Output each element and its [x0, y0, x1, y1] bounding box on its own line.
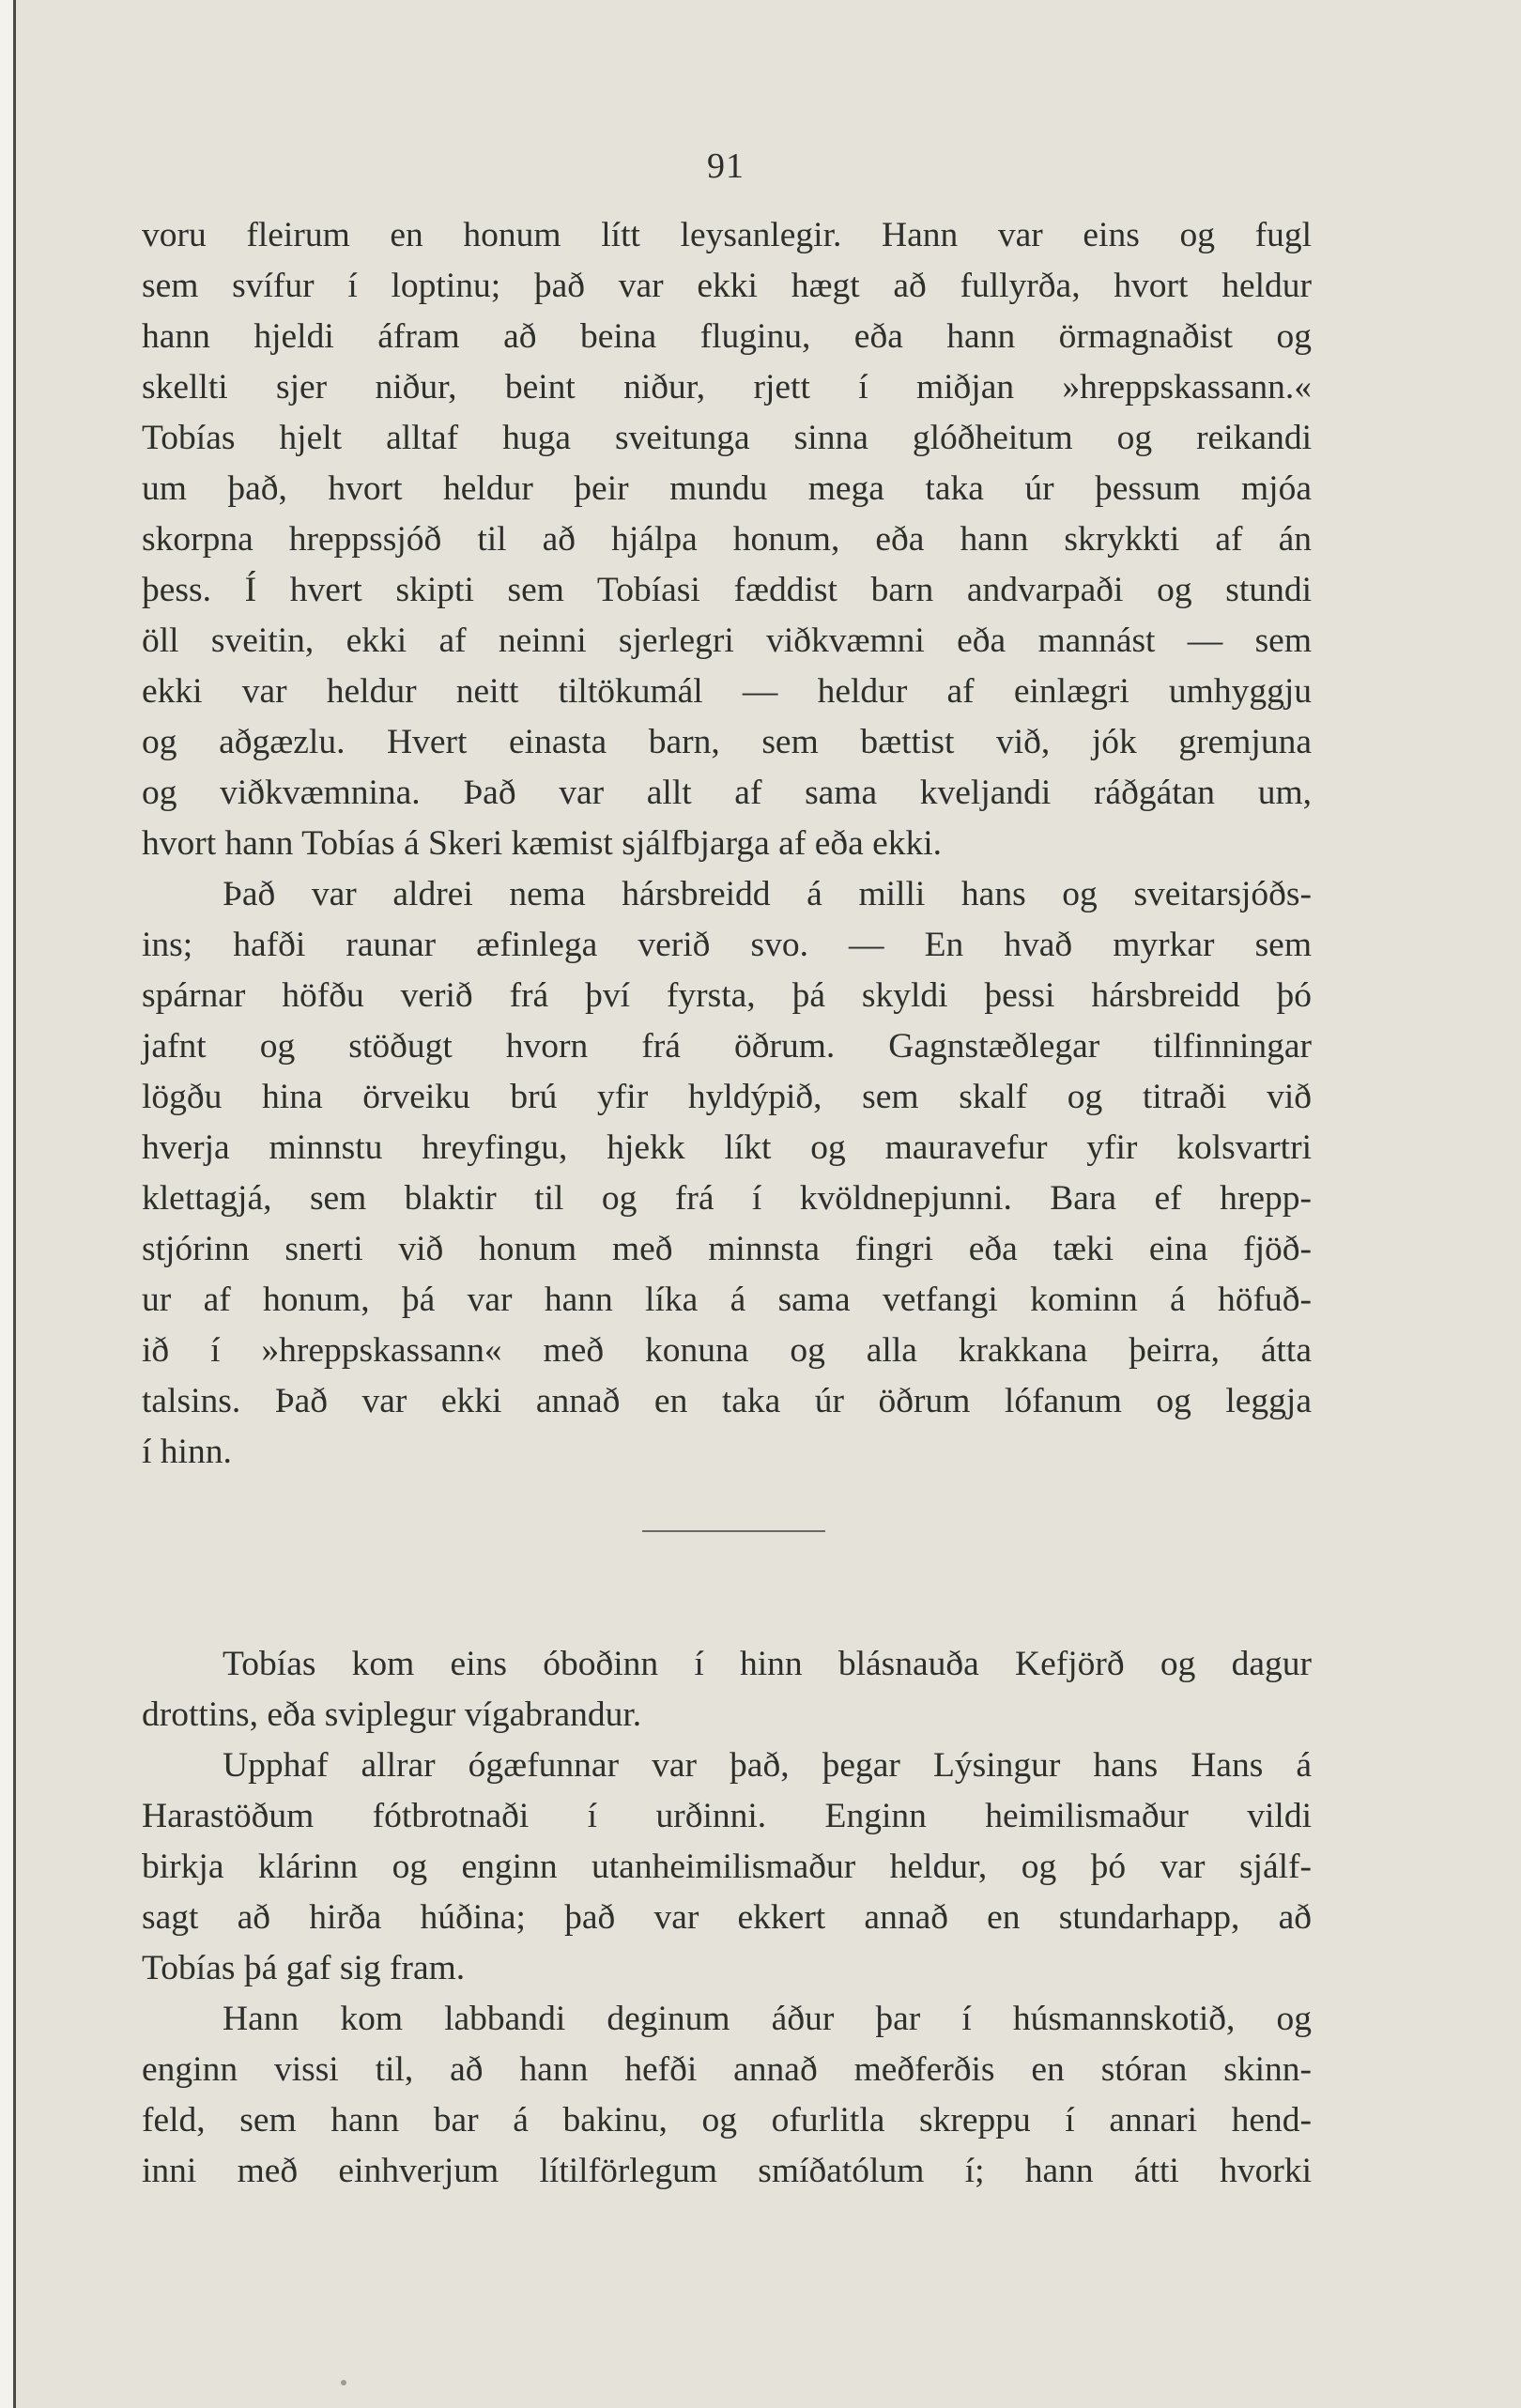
text-line: Upphaf allrar ógæfunnar var það, þegar Lýsingur hans Hans á — [223, 1746, 1312, 1785]
text-line: talsins. Það var ekki annað en taka úr öðrum lófanum og leggja — [142, 1382, 1312, 1420]
text-line: í hinn. — [142, 1433, 232, 1471]
section-divider — [642, 1530, 825, 1532]
text-line: Tobías hjelt alltaf huga sveitunga sinna glóðheitum og reikandi — [142, 419, 1312, 457]
text-line: Tobías þá gaf sig fram. — [142, 1949, 466, 1987]
text-line: þess. Í hvert skipti sem Tobíasi fæddist barn andvarpaði og stundi — [142, 571, 1312, 609]
text-line: ur af honum, þá var hann líka á sama vetfangi kominn á höfuð- — [142, 1281, 1312, 1319]
text-line: hann hjeldi áfram að beina fluginu, eða hann örmagnaðist og — [142, 317, 1312, 356]
text-line: hverja minnstu hreyfingu, hjekk líkt og mauravefur yfir kolsvartri — [142, 1128, 1312, 1167]
text-line: ins; hafði raunar æfinlega verið svo. — En hvað myrkar sem — [142, 926, 1312, 964]
book-page — [16, 0, 1521, 2408]
text-line: voru fleirum en honum lítt leysanlegir. Hann var eins og fugl — [142, 216, 1312, 254]
text-line: Hann kom labbandi deginum áður þar í húsmannskotið, og — [223, 2000, 1312, 2038]
page-left-margin — [0, 0, 13, 2408]
paper-speck — [341, 2380, 346, 2385]
text-line: Tobías kom eins óboðinn í hinn blásnauða Kefjörð og dagur — [223, 1645, 1312, 1683]
text-line: klettagjá, sem blaktir til og frá í kvöldnepjunni. Bara ef hrepp- — [142, 1179, 1312, 1218]
text-line: sem svífur í loptinu; það var ekki hægt að fullyrða, hvort heldur — [142, 267, 1312, 305]
text-line: spárnar höfðu verið frá því fyrsta, þá skyldi þessi hársbreidd þó — [142, 976, 1312, 1015]
text-line: drottins, eða sviplegur vígabrandur. — [142, 1695, 642, 1734]
text-line: hvort hann Tobías á Skeri kæmist sjálfbjarga af eða ekki. — [142, 824, 943, 863]
text-line: skorpna hreppssjóð til að hjálpa honum, eða hann skrykkti af án — [142, 520, 1312, 559]
text-line: ekki var heldur neitt tiltökumál — heldur af einlægri umhyggju — [142, 672, 1312, 711]
text-line: jafnt og stöðugt hvorn frá öðrum. Gagnstæðlegar tilfinningar — [142, 1027, 1312, 1066]
text-line: og aðgæzlu. Hvert einasta barn, sem bættist við, jók gremjuna — [142, 723, 1312, 761]
text-line: birkja klárinn og enginn utanheimilismaður heldur, og þó var sjálf- — [142, 1848, 1312, 1886]
text-line: inni með einhverjum lítilförlegum smíðatólum í; hann átti hvorki — [142, 2152, 1312, 2190]
text-line: Það var aldrei nema hársbreidd á milli hans og sveitarsjóðs- — [223, 875, 1312, 913]
text-line: lögðu hina örveiku brú yfir hyldýpið, sem skalf og titraði við — [142, 1078, 1312, 1116]
text-line: ið í »hreppskassann« með konuna og alla krakkana þeirra, átta — [142, 1331, 1312, 1370]
text-line: feld, sem hann bar á bakinu, og ofurlitla skreppu í annari hend- — [142, 2101, 1312, 2140]
text-line: stjórinn snerti við honum með minnsta fingri eða tæki eina fjöð- — [142, 1230, 1312, 1268]
text-line: um það, hvort heldur þeir mundu mega taka úr þessum mjóa — [142, 469, 1312, 508]
text-line: og viðkvæmnina. Það var allt af sama kveljandi ráðgátan um, — [142, 774, 1312, 812]
text-line: enginn vissi til, að hann hefði annað meðferðis en stóran skinn- — [142, 2050, 1312, 2089]
text-line: Harastöðum fótbrotnaði í urðinni. Enginn heimilismaður vildi — [142, 1797, 1312, 1835]
text-line: skellti sjer niður, beint niður, rjett í miðjan »hreppskassann.« — [142, 368, 1312, 406]
page-number: 91 — [707, 146, 745, 186]
text-line: sagt að hirða húðina; það var ekkert annað en stundarhapp, að — [142, 1898, 1312, 1937]
text-line: öll sveitin, ekki af neinni sjerlegri viðkvæmni eða mannást — sem — [142, 621, 1312, 660]
